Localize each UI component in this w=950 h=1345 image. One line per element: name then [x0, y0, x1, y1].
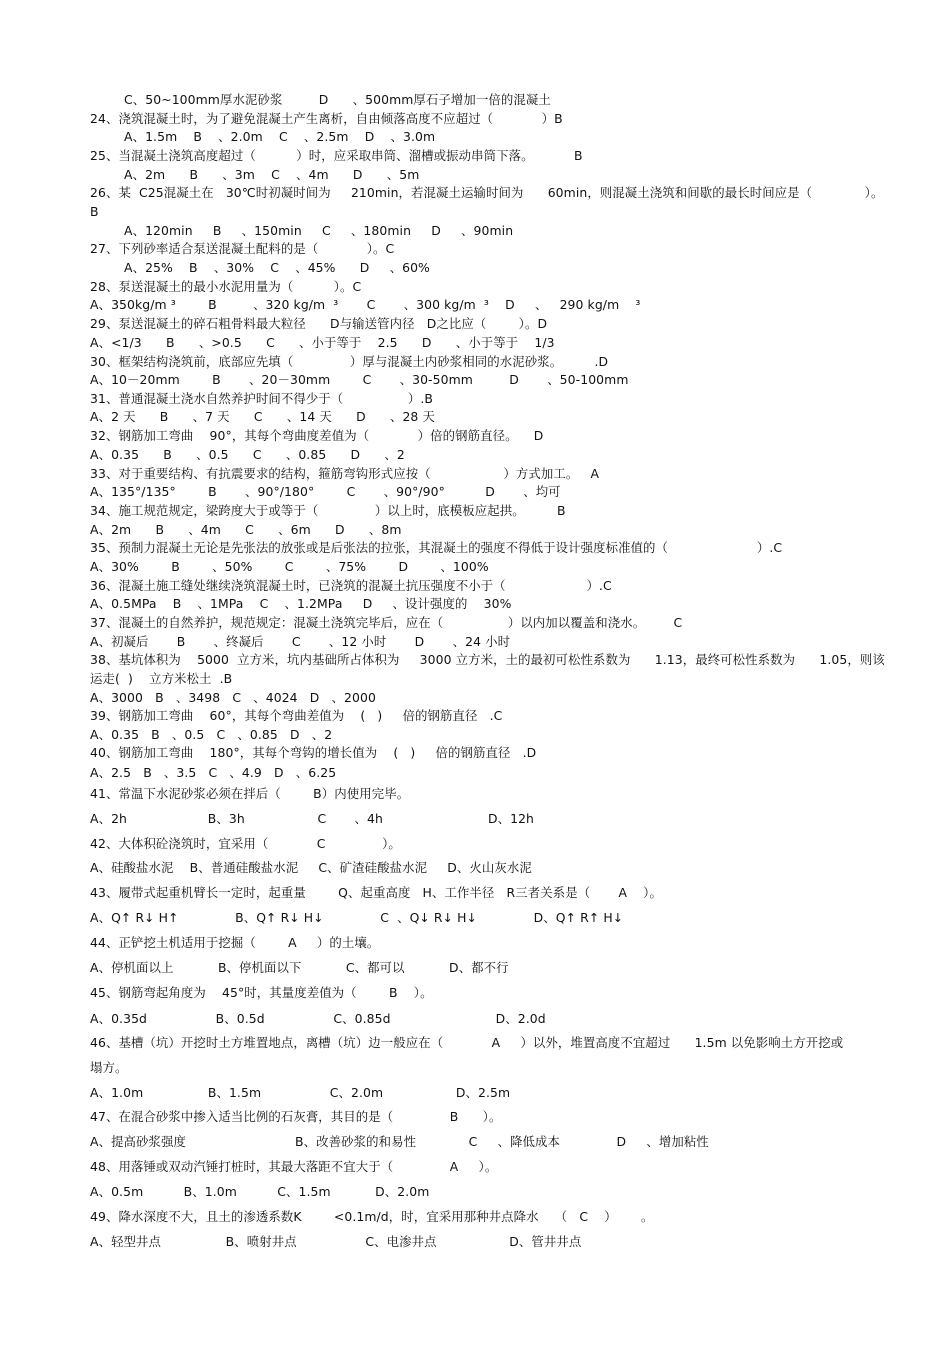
question-47: 47、在混合砂浆中掺入适当比例的石灰膏，其目的是（ B ）。: [90, 1109, 502, 1124]
options-37: A、初凝后 B 、终凝后 C 、12 小时 D 、24 小时: [90, 634, 511, 649]
question-34: 34、施工规范规定，梁跨度大于或等于（ ）以上时，底模板应起拱。 B: [90, 503, 566, 518]
question-33: 33、对于重要结构、有抗震要求的结构，箍筋弯钩形式应按（ ）方式加工。 A: [90, 466, 600, 481]
options-43: A、Q↑ R↓ H↑ B、Q↑ R↓ H↓ C 、Q↓ R↓ H↓ D、Q↑ R↑ H↓: [90, 910, 624, 925]
question-36: 36、混凝土施工缝处继续浇筑混凝土时，已浇筑的混凝土抗压强度不小于（ ）.C: [90, 578, 612, 593]
question-32: 32、钢筋加工弯曲 90°，其每个弯曲度差值为（ ）倍的钢筋直径。 D: [90, 428, 544, 443]
question-46-continued: 塌方。: [90, 1060, 128, 1075]
question-38: 38、基坑体积为 5000 立方米，坑内基础所占体积为 3000 立方米，土的最初可松性系数为 1.13，最终可松性系数为 1.05，则该: [90, 652, 885, 667]
options-41: A、2h B、3h C 、4h D、12h: [90, 811, 535, 826]
answer-26: B: [90, 204, 99, 219]
question-41: 41、常温下水泥砂浆必须在拌后（ B）内使用完毕。: [90, 786, 410, 801]
question-39: 39、钢筋加工弯曲 60°，其每个弯曲差值为 ( ) 倍的钢筋直径 .C: [90, 708, 503, 723]
options-35: A、30% B 、50% C 、75% D 、100%: [90, 559, 489, 574]
options-36: A、0.5MPa B 、1MPa C 、1.2MPa D 、设计强度的 30%: [90, 596, 512, 611]
question-45: 45、钢筋弯起角度为 45°时，其量度差值为（ B ）。: [90, 985, 433, 1000]
question-37: 37、混凝土的自然养护，规范规定：混凝土浇筑完毕后，应在（ ）以内加以覆盖和浇水。 C: [90, 615, 683, 630]
options-24: A、1.5m B 、2.0m C 、2.5m D 、3.0m: [124, 129, 436, 144]
options-40: A、2.5 B 、3.5 C 、4.9 D 、6.25: [90, 765, 337, 780]
options-47: A、提高砂浆强度 B、改善砂浆的和易性 C 、降低成本 D 、增加粘性: [90, 1134, 709, 1149]
question-40: 40、钢筋加工弯曲 180°，其每个弯钩的增长值为 ( ) 倍的钢筋直径 .D: [90, 745, 537, 760]
question-29: 29、泵送混凝土的碎石粗骨料最大粒径 D与输送管内径 D之比应（ ）。D: [90, 316, 548, 331]
options-30: A、10－20mm B 、20－30mm C 、30-50mm D 、50-100mm: [90, 372, 629, 387]
options-28: A、350kg/m ³ B 、320 kg/m ³ C 、300 kg/m ³ D 、 290 kg/m ³: [90, 297, 641, 312]
question-46: 46、基槽（坑）开挖时土方堆置地点，离槽（坑）边一般应在（ A ）以外，堆置高度不宜超过 1.5m 以免影响土方开挖或: [90, 1035, 844, 1050]
question-44: 44、正铲挖土机适用于挖掘（ A ）的土壤。: [90, 935, 380, 950]
question-42: 42、大体积砼浇筑时，宜采用（ C ）。: [90, 836, 401, 851]
options-46: A、1.0m B、1.5m C、2.0m D、2.5m: [90, 1085, 511, 1100]
options-49: A、轻型井点 B、喷射井点 C、电渗井点 D、管井井点: [90, 1234, 582, 1249]
options-34: A、2m B 、4m C 、6m D 、8m: [90, 522, 402, 537]
question-43: 43、履带式起重机臂长一定时，起重量 Q、起重高度 H、工作半径 R三者关系是（ A ）。: [90, 885, 662, 900]
question-30: 30、框架结构浇筑前，底部应先填（ ）厚与混凝土内砂浆相同的水泥砂浆。 .D: [90, 354, 609, 369]
options-29: A、<1/3 B 、>0.5 C 、小于等于 2.5 D 、小于等于 1/3: [90, 335, 555, 350]
options-48: A、0.5m B、1.0m C、1.5m D、2.0m: [90, 1184, 430, 1199]
options-42: A、硅酸盐水泥 B、普通硅酸盐水泥 C、矿渣硅酸盐水泥 D、火山灰水泥: [90, 860, 532, 875]
question-24: 24、浇筑混凝土时，为了避免混凝土产生离析，自由倾落高度不应超过（ ）B: [90, 111, 563, 126]
options-39: A、0.35 B 、0.5 C 、0.85 D 、2: [90, 727, 333, 742]
question-49: 49、降水深度不大，且土的渗透系数K <0.1m/d，时，宜采用那种井点降水 （ C ） 。: [90, 1209, 654, 1224]
question-35: 35、预制力混凝土无论是先张法的放张或是后张法的拉张，其混凝土的强度不得低于设计强度标准值的（ ）.C: [90, 540, 783, 555]
question-26: 26、某 C25混凝土在 30℃时初凝时间为 210min，若混凝土运输时间为 60min，则混凝土浇筑和间歇的最长时间应是（ ）。: [90, 185, 884, 200]
options-31: A、2 天 B 、7 天 C 、14 天 D 、28 天: [90, 409, 435, 424]
options-44: A、停机面以上 B、停机面以下 C、都可以 D、都不行: [90, 960, 509, 975]
question-27: 27、下列砂率适合泵送混凝土配料的是（ ）。C: [90, 241, 395, 256]
question-31: 31、普通混凝土浇水自然养护时间不得少于（ ）.B: [90, 391, 434, 406]
options-25: A、2m B 、3m C 、4m D 、5m: [124, 167, 420, 182]
question-48: 48、用落锤或双动汽锤打桩时，其最大落距不宜大于（ A ）。: [90, 1159, 498, 1174]
text-line: C、50~100mm厚水泥砂浆 D 、500mm厚石子增加一倍的混凝土: [124, 92, 551, 107]
question-28: 28、泵送混凝土的最小水泥用量为（ ）。C: [90, 279, 362, 294]
question-25: 25、当混凝土浇筑高度超过（ ）时，应采取串筒、溜槽或振动串筒下落。 B: [90, 148, 583, 163]
options-26: A、120min B 、150min C 、180min D 、90min: [124, 223, 514, 238]
options-33: A、135°/135° B 、90°/180° C 、90°/90° D 、均可: [90, 484, 561, 499]
options-45: A、0.35d B、0.5d C、0.85d D、2.0d: [90, 1011, 546, 1026]
options-38: A、3000 B 、3498 C 、4024 D 、2000: [90, 690, 376, 705]
options-32: A、0.35 B 、0.5 C 、0.85 D 、2: [90, 447, 405, 462]
options-27: A、25% B 、30% C 、45% D 、60%: [124, 260, 430, 275]
question-38-continued: 运走( ) 立方米松土 .B: [90, 671, 233, 686]
